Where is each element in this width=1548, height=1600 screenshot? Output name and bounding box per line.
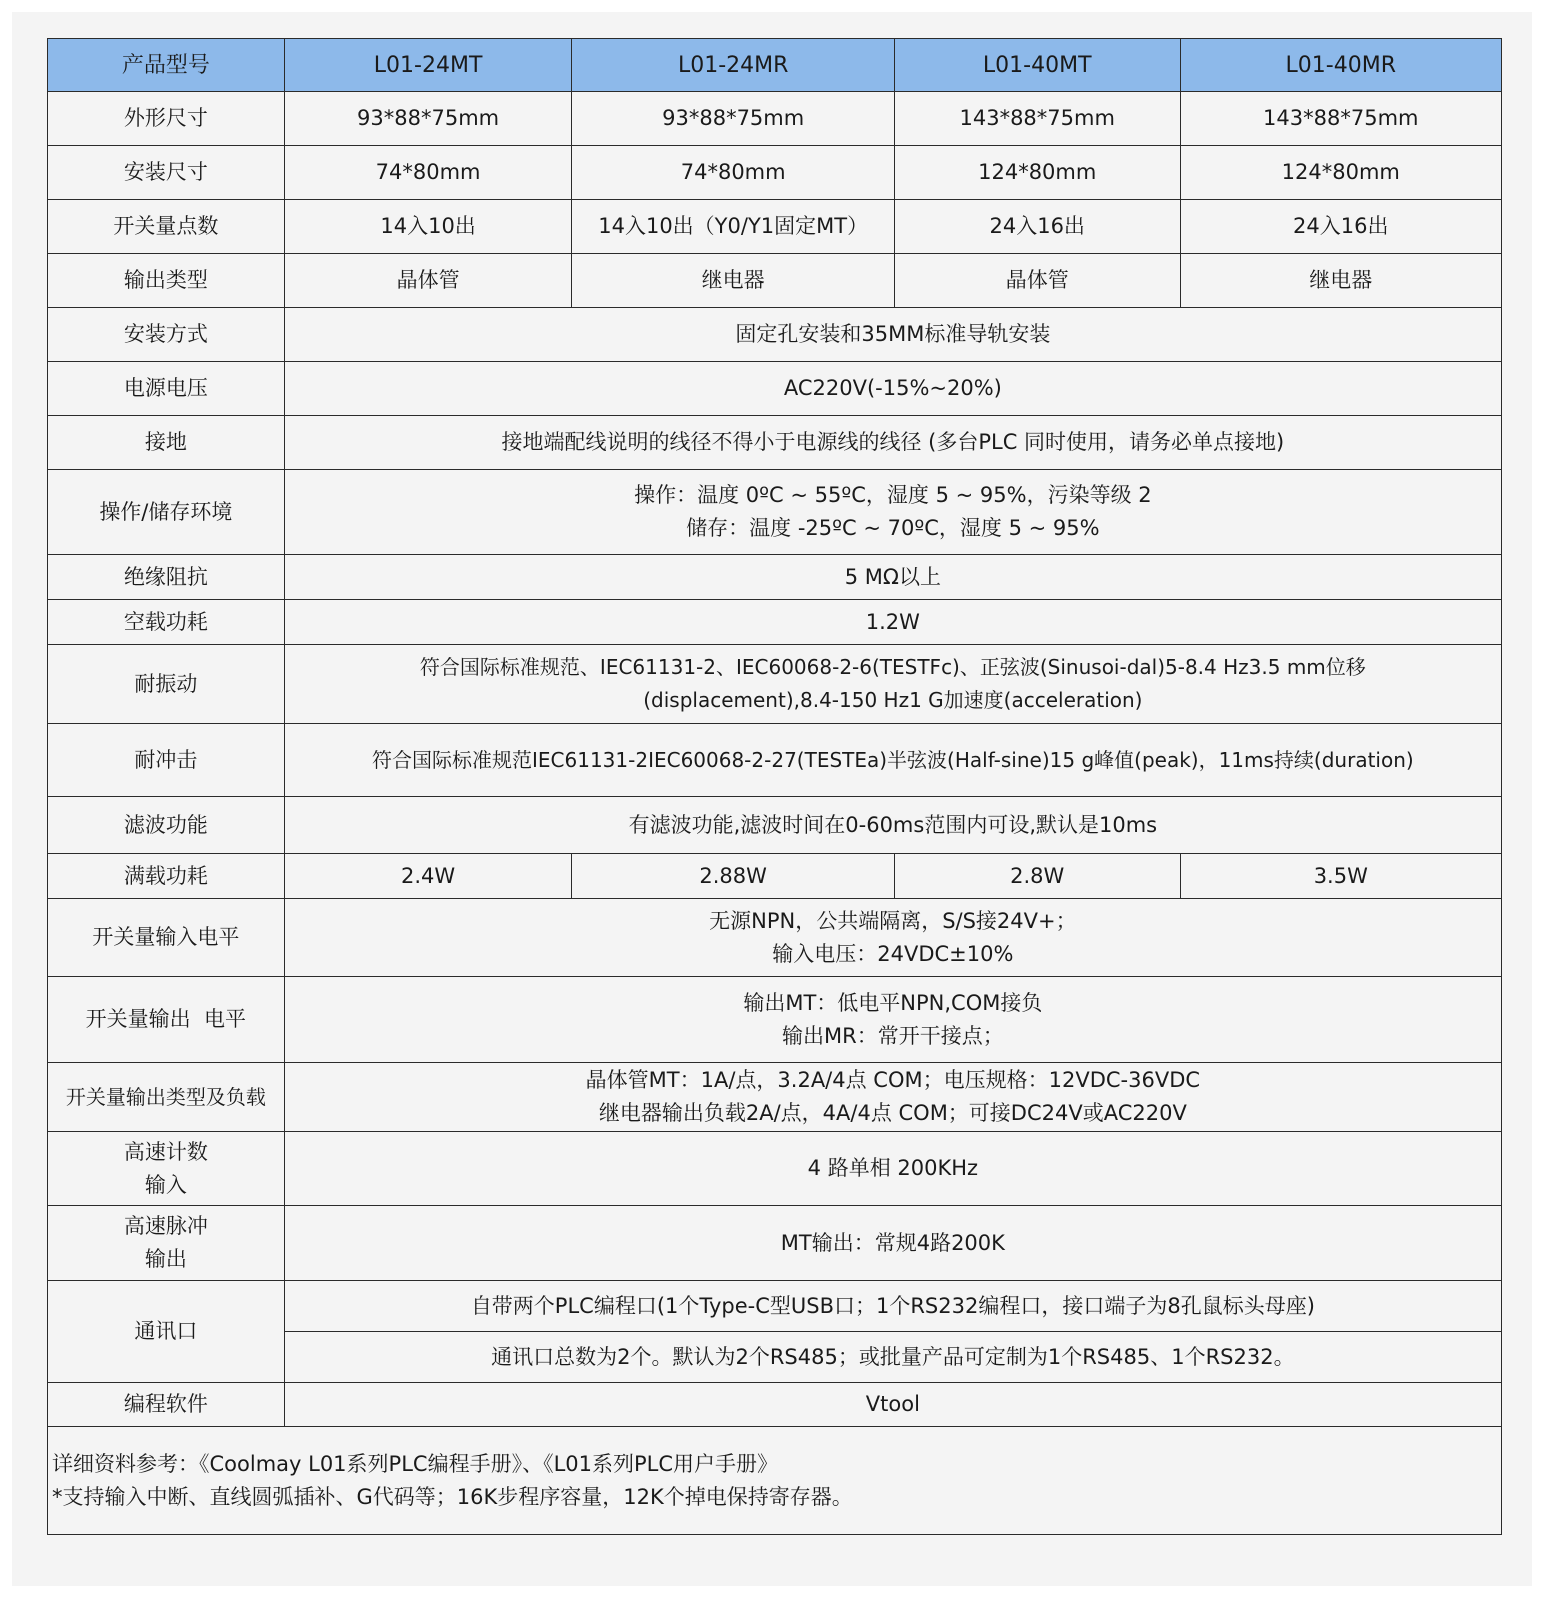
row-software bbox=[48, 1383, 1502, 1427]
cell-value: 93*88*75mm bbox=[284, 92, 572, 146]
row-label: 开关量输出 电平 bbox=[48, 977, 285, 1063]
cell-value: 143*88*75mm bbox=[894, 92, 1180, 146]
text-line: 继电器输出负载2A/点，4A/4点 COM；可接DC24V或AC220V bbox=[598, 1101, 1187, 1125]
row-label: 滤波功能 bbox=[48, 797, 285, 854]
text-line: 符合国际标准规范、IEC61131-2、IEC60068-2-6(TESTFc)、正弦波(Sinusoi-dal)5-8.4 Hz3.5 mm位移 bbox=[419, 655, 1366, 679]
row-environment bbox=[48, 470, 1502, 555]
cell-value: 124*80mm bbox=[1180, 146, 1501, 200]
text-line: 储存：温度 -25ºC ~ 70ºC，湿度 5 ~ 95% bbox=[686, 516, 1100, 540]
row-label: 输出类型 bbox=[48, 254, 285, 308]
row-label: 开关量点数 bbox=[48, 200, 285, 254]
model-l01-24mt: L01-24MT bbox=[284, 39, 572, 92]
cell-value: 14入10出 bbox=[284, 200, 572, 254]
cell-value bbox=[284, 899, 1501, 977]
row-label bbox=[48, 1132, 285, 1206]
label-line: 高速计数 bbox=[123, 1139, 208, 1164]
cell-value: 2.8W bbox=[894, 854, 1180, 899]
row-label: 耐冲击 bbox=[48, 724, 285, 797]
text-line: 输出MR：常开干接点； bbox=[782, 1023, 1004, 1048]
cell-value: 2.4W bbox=[284, 854, 572, 899]
cell-value: 1.2W bbox=[284, 600, 1501, 645]
cell-value: 继电器 bbox=[572, 254, 894, 308]
text-line: 无源NPN，公共端隔离，S/S接24V+； bbox=[709, 908, 1077, 933]
footer-line: *支持输入中断、直线圆弧插补、G代码等；16K步程序容量，12K个掉电保持寄存器。 bbox=[52, 1484, 853, 1509]
text-line: 操作：温度 0ºC ~ 55ºC，湿度 5 ~ 95%，污染等级 2 bbox=[634, 483, 1152, 507]
cell-value: 晶体管 bbox=[284, 254, 572, 308]
header-label: 产品型号 bbox=[48, 39, 285, 92]
row-high-speed-counter bbox=[48, 1132, 1502, 1206]
label-line: 输入 bbox=[144, 1172, 187, 1197]
cell-value: 3.5W bbox=[1180, 854, 1501, 899]
row-output-level bbox=[48, 977, 1502, 1063]
footer-line: 详细资料参考：《Coolmay L01系列PLC编程手册》、《L01系列PLC用户手册》 bbox=[52, 1451, 779, 1476]
cell-value: 通讯口总数为2个。默认为2个RS485；或批量产品可定制为1个RS485、1个RS232。 bbox=[284, 1332, 1501, 1383]
footer-note bbox=[48, 1427, 1502, 1535]
row-mounting-size bbox=[48, 146, 1502, 200]
row-full-power bbox=[48, 854, 1502, 899]
cell-value: 24入16出 bbox=[1180, 200, 1501, 254]
row-input-level bbox=[48, 899, 1502, 977]
row-insulation bbox=[48, 555, 1502, 600]
row-shock bbox=[48, 724, 1502, 797]
row-filter bbox=[48, 797, 1502, 854]
footer-row bbox=[48, 1427, 1502, 1535]
cell-value: 124*80mm bbox=[894, 146, 1180, 200]
row-label: 开关量输出类型及负载 bbox=[48, 1063, 285, 1132]
cell-value: 14入10出（Y0/Y1固定MT） bbox=[572, 200, 894, 254]
row-label bbox=[48, 1206, 285, 1281]
cell-value: 143*88*75mm bbox=[1180, 92, 1501, 146]
row-comm-port bbox=[48, 1281, 1502, 1332]
row-label: 满载功耗 bbox=[48, 854, 285, 899]
row-label: 绝缘阻抗 bbox=[48, 555, 285, 600]
row-label: 通讯口 bbox=[48, 1281, 285, 1383]
row-label: 操作/储存环境 bbox=[48, 470, 285, 555]
cell-value: 74*80mm bbox=[284, 146, 572, 200]
cell-value bbox=[284, 470, 1501, 555]
cell-value: 24入16出 bbox=[894, 200, 1180, 254]
text-line: 晶体管MT：1A/点，3.2A/4点 COM；电压规格：12VDC-36VDC bbox=[585, 1068, 1201, 1092]
cell-value bbox=[284, 977, 1501, 1063]
cell-value: 接地端配线说明的线径不得小于电源线的线径 (多台PLC 同时使用，请务必单点接地) bbox=[284, 416, 1501, 470]
cell-value bbox=[284, 1063, 1501, 1132]
row-label: 外形尺寸 bbox=[48, 92, 285, 146]
row-io-points bbox=[48, 200, 1502, 254]
text-line: 输出MT：低电平NPN,COM接负 bbox=[743, 990, 1043, 1015]
cell-value: 5 MΩ以上 bbox=[284, 555, 1501, 600]
cell-value: Vtool bbox=[284, 1383, 1501, 1427]
cell-value: 93*88*75mm bbox=[572, 92, 894, 146]
row-label: 编程软件 bbox=[48, 1383, 285, 1427]
cell-value: 自带两个PLC编程口(1个Type-C型USB口；1个RS232编程口，接口端子为8孔鼠标头母座) bbox=[284, 1281, 1501, 1332]
header-row bbox=[48, 39, 1502, 92]
row-output-load bbox=[48, 1063, 1502, 1132]
row-output-type bbox=[48, 254, 1502, 308]
row-label: 空载功耗 bbox=[48, 600, 285, 645]
spec-table bbox=[47, 38, 1502, 1535]
cell-value: 4 路单相 200KHz bbox=[284, 1132, 1501, 1206]
text-line: 输入电压：24VDC±10% bbox=[772, 941, 1014, 966]
row-dimensions bbox=[48, 92, 1502, 146]
row-mounting-method bbox=[48, 308, 1502, 362]
row-high-speed-pulse bbox=[48, 1206, 1502, 1281]
row-label: 耐振动 bbox=[48, 645, 285, 724]
row-power-voltage bbox=[48, 362, 1502, 416]
model-l01-40mr: L01-40MR bbox=[1180, 39, 1501, 92]
cell-value: 晶体管 bbox=[894, 254, 1180, 308]
cell-value: 继电器 bbox=[1180, 254, 1501, 308]
model-l01-40mt: L01-40MT bbox=[894, 39, 1180, 92]
cell-value: MT输出：常规4路200K bbox=[284, 1206, 1501, 1281]
row-label: 安装方式 bbox=[48, 308, 285, 362]
row-idle-power bbox=[48, 600, 1502, 645]
cell-value: 74*80mm bbox=[572, 146, 894, 200]
cell-value bbox=[284, 645, 1501, 724]
label-line: 高速脉冲 bbox=[123, 1214, 208, 1238]
cell-value: AC220V(-15%~20%) bbox=[284, 362, 1501, 416]
row-label: 开关量输入电平 bbox=[48, 899, 285, 977]
model-l01-24mr: L01-24MR bbox=[572, 39, 894, 92]
label-line: 输出 bbox=[144, 1247, 187, 1271]
text-line: (displacement),8.4-150 Hz1 G加速度(acceleration) bbox=[643, 688, 1143, 712]
row-vibration bbox=[48, 645, 1502, 724]
cell-value: 固定孔安装和35MM标准导轨安装 bbox=[284, 308, 1501, 362]
row-label: 安装尺寸 bbox=[48, 146, 285, 200]
row-label: 电源电压 bbox=[48, 362, 285, 416]
cell-value: 有滤波功能,滤波时间在0-60ms范围内可设,默认是10ms bbox=[284, 797, 1501, 854]
cell-value: 2.88W bbox=[572, 854, 894, 899]
row-label: 接地 bbox=[48, 416, 285, 470]
cell-value: 符合国际标准规范IEC61131-2IEC60068-2-27(TESTEa)半弦波(Half-sine)15 g峰值(peak)，11ms持续(duration) bbox=[284, 724, 1501, 797]
row-grounding bbox=[48, 416, 1502, 470]
